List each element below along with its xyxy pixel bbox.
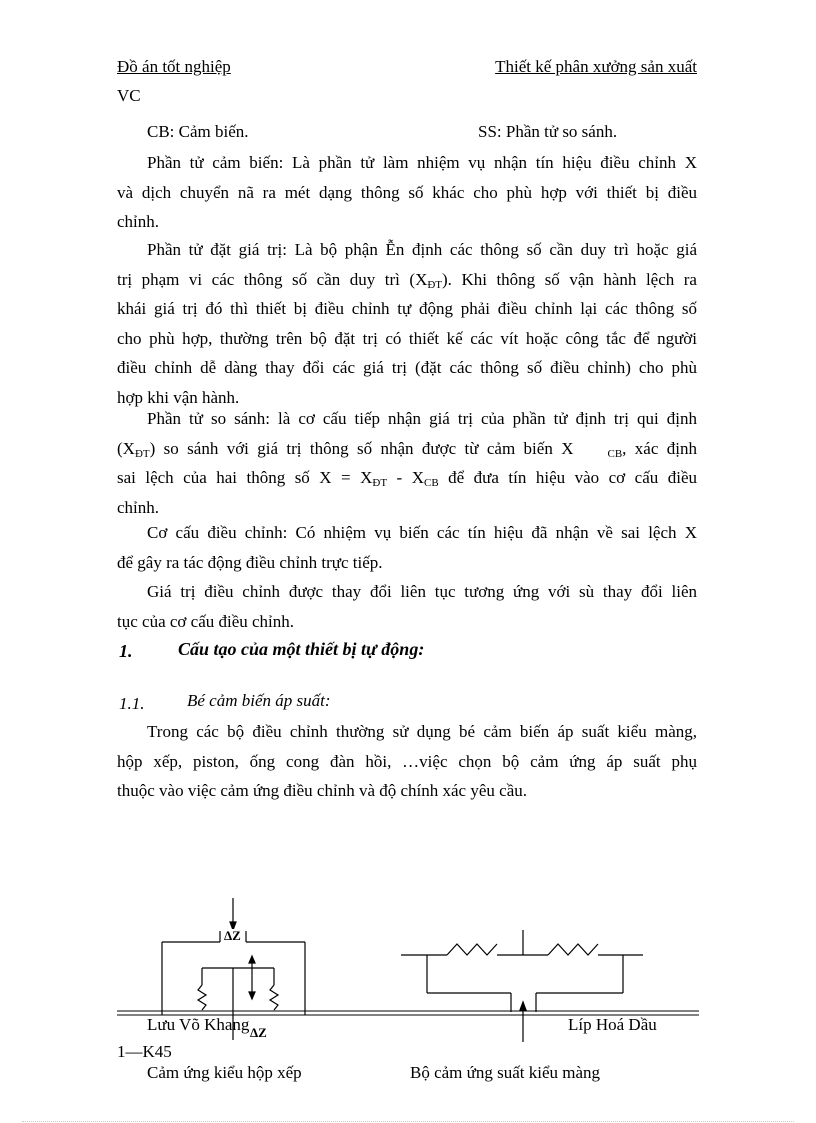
p4-line-2: để gây ra tác động điều chỉnh trực tiếp. <box>117 552 383 572</box>
caption-bellows: Cảm ứng kiểu hộp xếp <box>147 1063 302 1082</box>
p3-line-2: $(X_{ĐT})$ so sánh với giá trị thông số nhận được từ cảm biến X $_{CB}$, xác định <box>117 438 697 460</box>
p1-line-2: và dịch chuyển nã ra mét dạng thông số khác cho phù hợp với thiết bị điều <box>117 182 697 202</box>
heading-1-1-title: Bé cảm biến áp suất: <box>187 691 331 710</box>
p4-line-1: Cơ cấu điều chỉnh: Có nhiệm vụ biến các tín hiệu đã nhận về sai lệch X <box>147 523 697 542</box>
header-right: Thiết kế phân xưởng sản xuất <box>495 57 697 76</box>
footer-class: Líp Hoá Dầu <box>568 1015 657 1034</box>
p6-line-1: Trong các bộ điều chỉnh thường sử dụng bé cảm biến áp suất kiểu màng, <box>147 722 697 741</box>
p2-line-6: hợp khi vận hành. <box>117 387 240 407</box>
page-bottom-divider <box>22 1121 794 1122</box>
heading-1-1-number: 1.1. <box>119 694 145 713</box>
delta-z-top-label: ΔZ <box>224 928 241 943</box>
p3-line-1: Phần tử so sánh: là cơ cấu tiếp nhận giá trị của phần tử định trị qui định <box>147 409 697 428</box>
heading-1-title: Cấu tạo của một thiết bị tự động: <box>178 639 425 659</box>
caption-membrane: Bộ cảm ứng suất kiểu màng <box>410 1063 601 1082</box>
delta-z-bottom-label: ΔZ <box>250 1025 267 1040</box>
header-continuation: VC <box>117 86 141 105</box>
p2-line-4: cho phù hợp, thường trên bộ đặt trị có thiết kế các vít hoặc công tắc để người <box>117 328 697 348</box>
p2-line-3: khái giá trị đó thì thiết bị điều chỉnh tự động phải điều chỉnh lại các thông số <box>117 299 697 318</box>
p2-line-1: Phần tử đặt giá trị: Là bộ phận Ễn định các thông số cần duy trì hoặc giá <box>147 240 697 259</box>
footer-author: Lưu Võ Khang <box>147 1015 250 1034</box>
p1-line-3: chỉnh. <box>117 212 160 231</box>
p6-line-3: thuộc vào việc cảm ứng điều chỉnh và độ chính xác yêu cầu. <box>117 781 527 800</box>
p2-line-2: trị phạm vi các thông số cần duy trì $(X_{ĐT})$. Khi thông số vận hành lệch ra <box>117 269 697 291</box>
heading-1-number: 1. <box>119 641 133 661</box>
legend-ss: SS: Phần tử so sánh. <box>478 122 618 141</box>
legend-cb: CB: Cảm biến. <box>147 122 249 141</box>
p3-line-3: sai lệch của hai thông số $X = X_{ĐT} - X_{CB}$ để đưa tín hiệu vào cơ cấu điều <box>117 468 697 489</box>
header-left: Đồ án tốt nghiệp <box>117 57 231 76</box>
p2-line-5: điều chỉnh dễ dàng thay đổi các giá trị (đặt các thông số điều chỉnh) cho phù <box>117 358 697 377</box>
p5-line-2: tục của cơ cấu điều chỉnh. <box>117 611 295 631</box>
footer-course: 1—K45 <box>117 1042 172 1061</box>
p6-line-2: hộp xếp, piston, ống cong đàn hồi, …việc chọn bộ cảm ứng áp suất phụ <box>117 751 697 771</box>
p5-line-1: Giá trị điều chỉnh được thay đổi liên tục tương ứng với sù thay đổi liên <box>147 582 697 601</box>
p3-line-4: chỉnh. <box>117 497 160 517</box>
p1-line-1: Phần tử cảm biến: Là phần tử làm nhiệm vụ nhận tín hiệu điều chỉnh X <box>147 153 697 172</box>
